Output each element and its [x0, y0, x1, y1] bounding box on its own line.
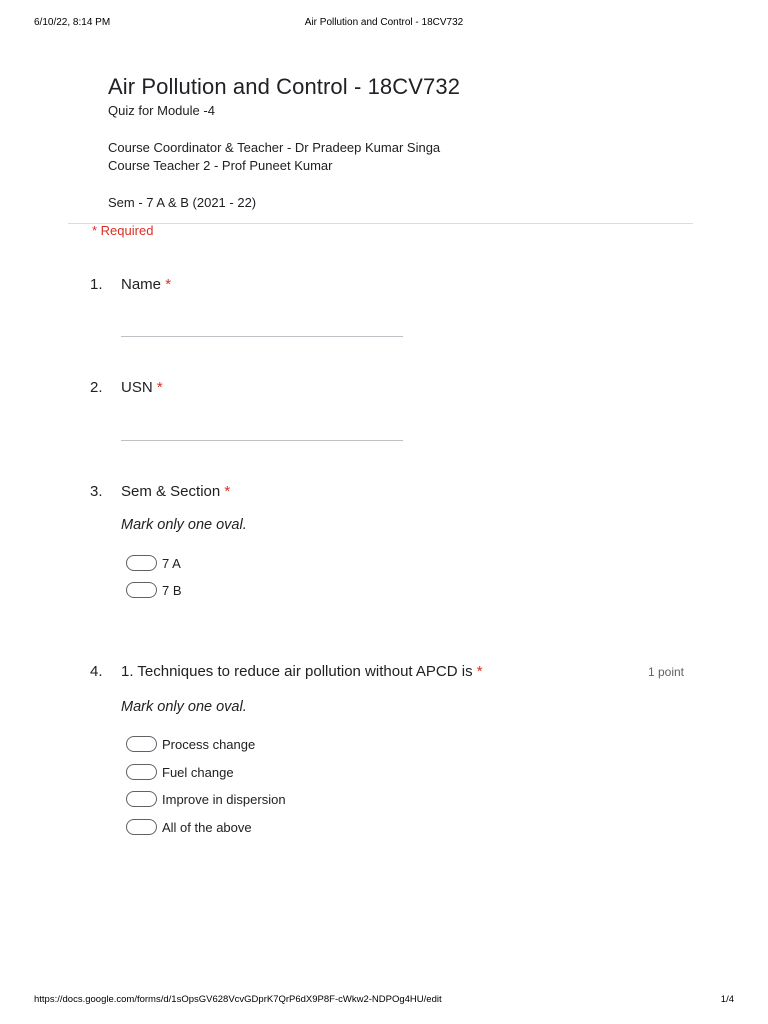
form-description-line: Sem - 7 A & B (2021 - 22)	[108, 195, 257, 210]
radio-oval[interactable]	[126, 764, 157, 780]
question-title-usn	[121, 379, 163, 396]
form-description-line: Quiz for Module -4	[108, 103, 215, 118]
question-title-name	[121, 276, 171, 293]
print-header	[0, 17, 768, 31]
print-doc-title: Air Pollution and Control - 18CV732	[304, 17, 464, 28]
option-label: 7 A	[162, 556, 181, 571]
name-answer-field[interactable]	[121, 336, 403, 337]
option-label: 7 B	[162, 583, 182, 598]
form-description-line: Course Teacher 2 - Prof Puneet Kumar	[108, 158, 333, 173]
question-number: 1.	[90, 276, 103, 293]
print-url: https://docs.google.com/forms/d/1sOpsGV628VcvGDprK7QrP6dX9P8F-cWkw2-NDPOg4HU/edit	[34, 994, 442, 1005]
option-label: Improve in dispersion	[162, 792, 286, 807]
mark-hint: Mark only one oval.	[121, 517, 247, 533]
page-number: 1/4	[720, 994, 734, 1005]
required-asterisk: *	[224, 483, 231, 500]
question-title-text: USN	[121, 379, 153, 396]
mark-hint: Mark only one oval.	[121, 699, 247, 715]
radio-oval[interactable]	[126, 555, 157, 571]
question-number: 2.	[90, 379, 103, 396]
required-asterisk: *	[476, 663, 483, 680]
print-footer	[0, 994, 768, 1008]
question-title-text: Sem & Section	[121, 483, 221, 500]
radio-oval[interactable]	[126, 582, 157, 598]
required-asterisk: *	[165, 276, 172, 293]
form-description-line: Course Coordinator & Teacher - Dr Pradeep Kumar Singa	[108, 140, 441, 155]
question-title-sem-section	[121, 483, 230, 500]
radio-oval[interactable]	[126, 736, 157, 752]
question-number: 3.	[90, 483, 103, 500]
header-divider	[68, 223, 693, 224]
question-number: 4.	[90, 663, 103, 680]
option-label: All of the above	[162, 820, 252, 835]
radio-oval[interactable]	[126, 791, 157, 807]
required-note: * Required	[92, 223, 154, 238]
form-title: Air Pollution and Control - 18CV732	[108, 74, 461, 99]
question-title-text: 1. Techniques to reduce air pollution without APCD is	[121, 663, 473, 680]
question-title-text: Name	[121, 276, 162, 293]
usn-answer-field[interactable]	[121, 440, 403, 441]
option-label: Fuel change	[162, 765, 234, 780]
question-points: 1 point	[647, 665, 684, 679]
option-label: Process change	[162, 737, 256, 752]
print-date: 6/10/22, 8:14 PM	[34, 17, 111, 28]
question-title-techniques	[121, 663, 483, 680]
required-asterisk: *	[156, 379, 163, 396]
radio-oval[interactable]	[126, 819, 157, 835]
